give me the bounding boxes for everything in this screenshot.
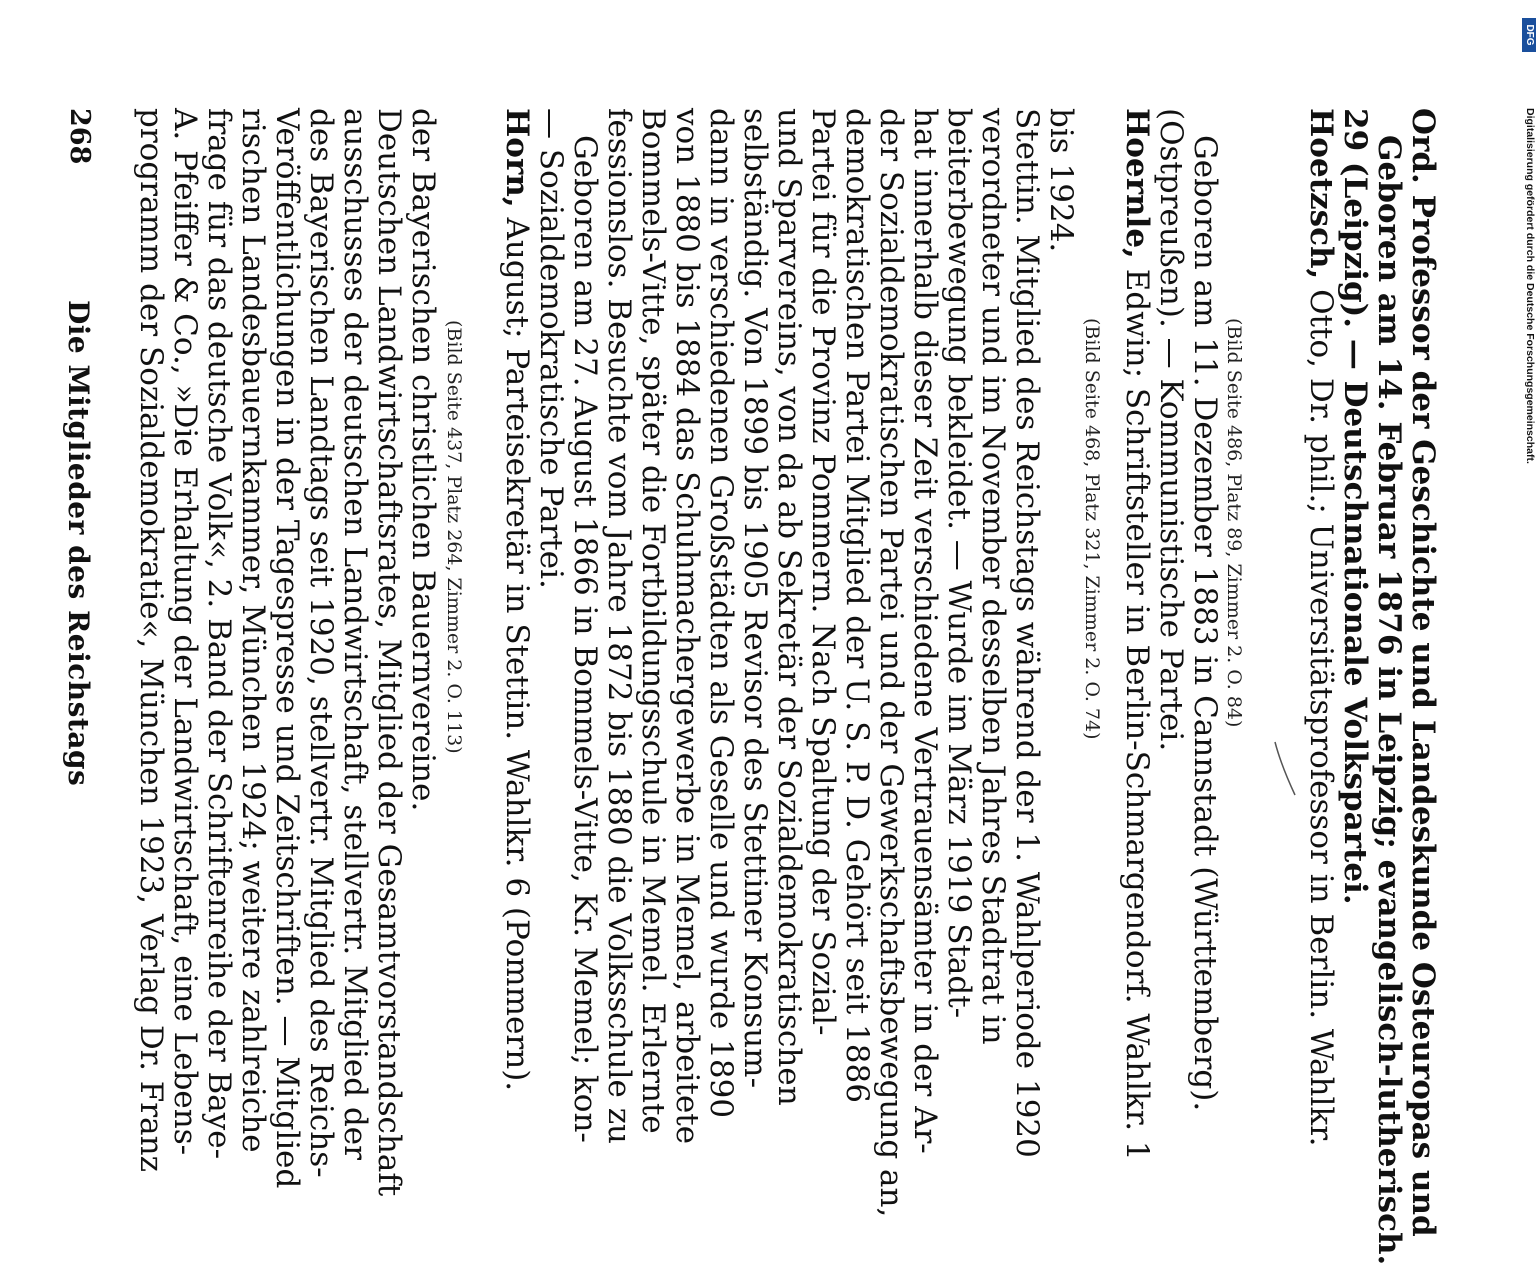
text-line: dann in verschiedenen Großstädten als Geselle und wurde 1890 xyxy=(703,108,739,1119)
text-line: verordneter und im November desselben Jahres Stadtrat in xyxy=(975,108,1011,1045)
entry-name: Horn, xyxy=(499,108,535,208)
text-line: Geboren am 27. August 1866 in Bommels-Vitte, Kr. Memel; kon- xyxy=(567,135,603,1143)
entry-name: Hoetzsch, xyxy=(1303,108,1339,280)
text-line xyxy=(1121,108,1153,1161)
entry-first-line: August; Parteisekretär in Stettin. Wahlkr. 6 (Pommern). xyxy=(499,217,535,1092)
text-line: Geboren am 11. Dezember 1883 in Cannstadt (Württemberg). xyxy=(1187,135,1223,1112)
text-line: beiterbewegung bekleidet. — Wurde im März 1919 Stadt- xyxy=(941,108,977,1019)
text-line: und Sparvereins, von da ab Sekretär der Sozialdemokratischen xyxy=(771,108,807,1106)
text-line: 29 (Leipzig). — Deutschnationale Volkspartei. xyxy=(1337,108,1373,905)
page-title: Die Mitglieder des Reichstags xyxy=(62,300,95,787)
text-line: der Bayerischen christlichen Bauernvereine. xyxy=(405,108,441,812)
text-line: Geboren am 14. Februar 1876 in Leipzig; evangelisch-lutherisch. xyxy=(1371,135,1407,1265)
entry-first-line: Edwin; Schriftsteller in Berlin-Schmargendorf. Wahlkr. 1 xyxy=(1119,268,1155,1161)
pencil-mark xyxy=(1269,740,1299,800)
text-line: Veröffentlichungen in der Tagespresse und Zeitschriften. — Mitglied xyxy=(269,108,305,1189)
digitization-footer xyxy=(1509,0,1539,1000)
text-line: Ord. Professor der Geschichte und Landeskunde Osteuropas und xyxy=(1405,108,1441,1237)
image-caption: (Bild Seite 486, Platz 89, Zimmer 2. O. 84) xyxy=(1223,318,1245,728)
entry-name: Hoernle, xyxy=(1119,108,1155,259)
text-line: rischen Landesbauernkammer, München 1924; weitere zahlreiche xyxy=(235,108,271,1153)
text-line: demokratischen Partei Mitglied der U. S. P. D. Gehört seit 1886 xyxy=(839,108,875,1103)
text-line: frage für das deutsche Volk«, 2. Band der Schriftenreihe der Baye- xyxy=(201,108,237,1160)
text-line: der Sozialdemokratischen Partei und der Gewerkschaftsbewegung an, xyxy=(873,108,909,1218)
text-line: Partei für die Provinz Pommern. Nach Spaltung der Sozial- xyxy=(805,108,841,1036)
digitization-credit: Digitalisierung gefördert durch die Deutsche Forschungsgemeinschaft. xyxy=(1524,108,1536,464)
text-line: des Bayerischen Landtags seit 1920, stellvertr. Mitglied des Reichs- xyxy=(303,108,339,1178)
page-header xyxy=(51,0,95,1000)
text-line: Deutschen Landwirtschaftsrates, Mitglied der Gesamtvorstandschaft xyxy=(371,108,407,1197)
text-line: — Sozialdemokratische Partei. xyxy=(533,108,569,589)
text-line: hat innerhalb dieser Zeit verschiedene Vertrauensämter in der Ar- xyxy=(907,108,943,1154)
text-line: Stettin. Mitglied des Reichstags während der 1. Wahlperiode 1920 xyxy=(1009,108,1045,1158)
text-line: selbständig. Von 1899 bis 1905 Revisor des Stettiner Konsum- xyxy=(737,108,773,1089)
text-line: A. Pfeiffer & Co., »Die Erhaltung der Landwirtschaft, eine Lebens- xyxy=(167,108,203,1156)
text-line: bis 1924. xyxy=(1043,108,1079,253)
text-line: von 1880 bis 1884 das Schuhmachergewerbe in Memel, arbeitete xyxy=(669,108,705,1145)
dfg-logo: DFG xyxy=(1522,18,1536,52)
entry-first-line: Otto, Dr. phil.; Universitätsprofessor in Berlin. Wahlkr. xyxy=(1303,289,1339,1147)
text-line xyxy=(1305,108,1337,1146)
page-number: 268 xyxy=(64,108,95,165)
text-line: programm der Sozialdemokratie«, München 1923, Verlag Dr. Franz xyxy=(133,108,169,1172)
image-caption: (Bild Seite 437, Platz 264, Zimmer 2. O. 113) xyxy=(443,320,465,754)
text-line: Bommels-Vitte, später die Fortbildungsschule in Memel. Erlernte xyxy=(635,108,671,1134)
text-line: (Ostpreußen). — Kommunistische Partei. xyxy=(1153,108,1189,752)
text-line: fessionslos. Besuchte vom Jahre 1872 bis 1880 die Volksschule zu xyxy=(601,108,637,1144)
text-line: ausschusses der deutschen Landwirtschaft, stellvertr. Mitglied der xyxy=(337,108,373,1160)
image-caption: (Bild Seite 468, Platz 321, Zimmer 2. O. 74) xyxy=(1081,318,1103,740)
text-line xyxy=(501,108,533,1091)
